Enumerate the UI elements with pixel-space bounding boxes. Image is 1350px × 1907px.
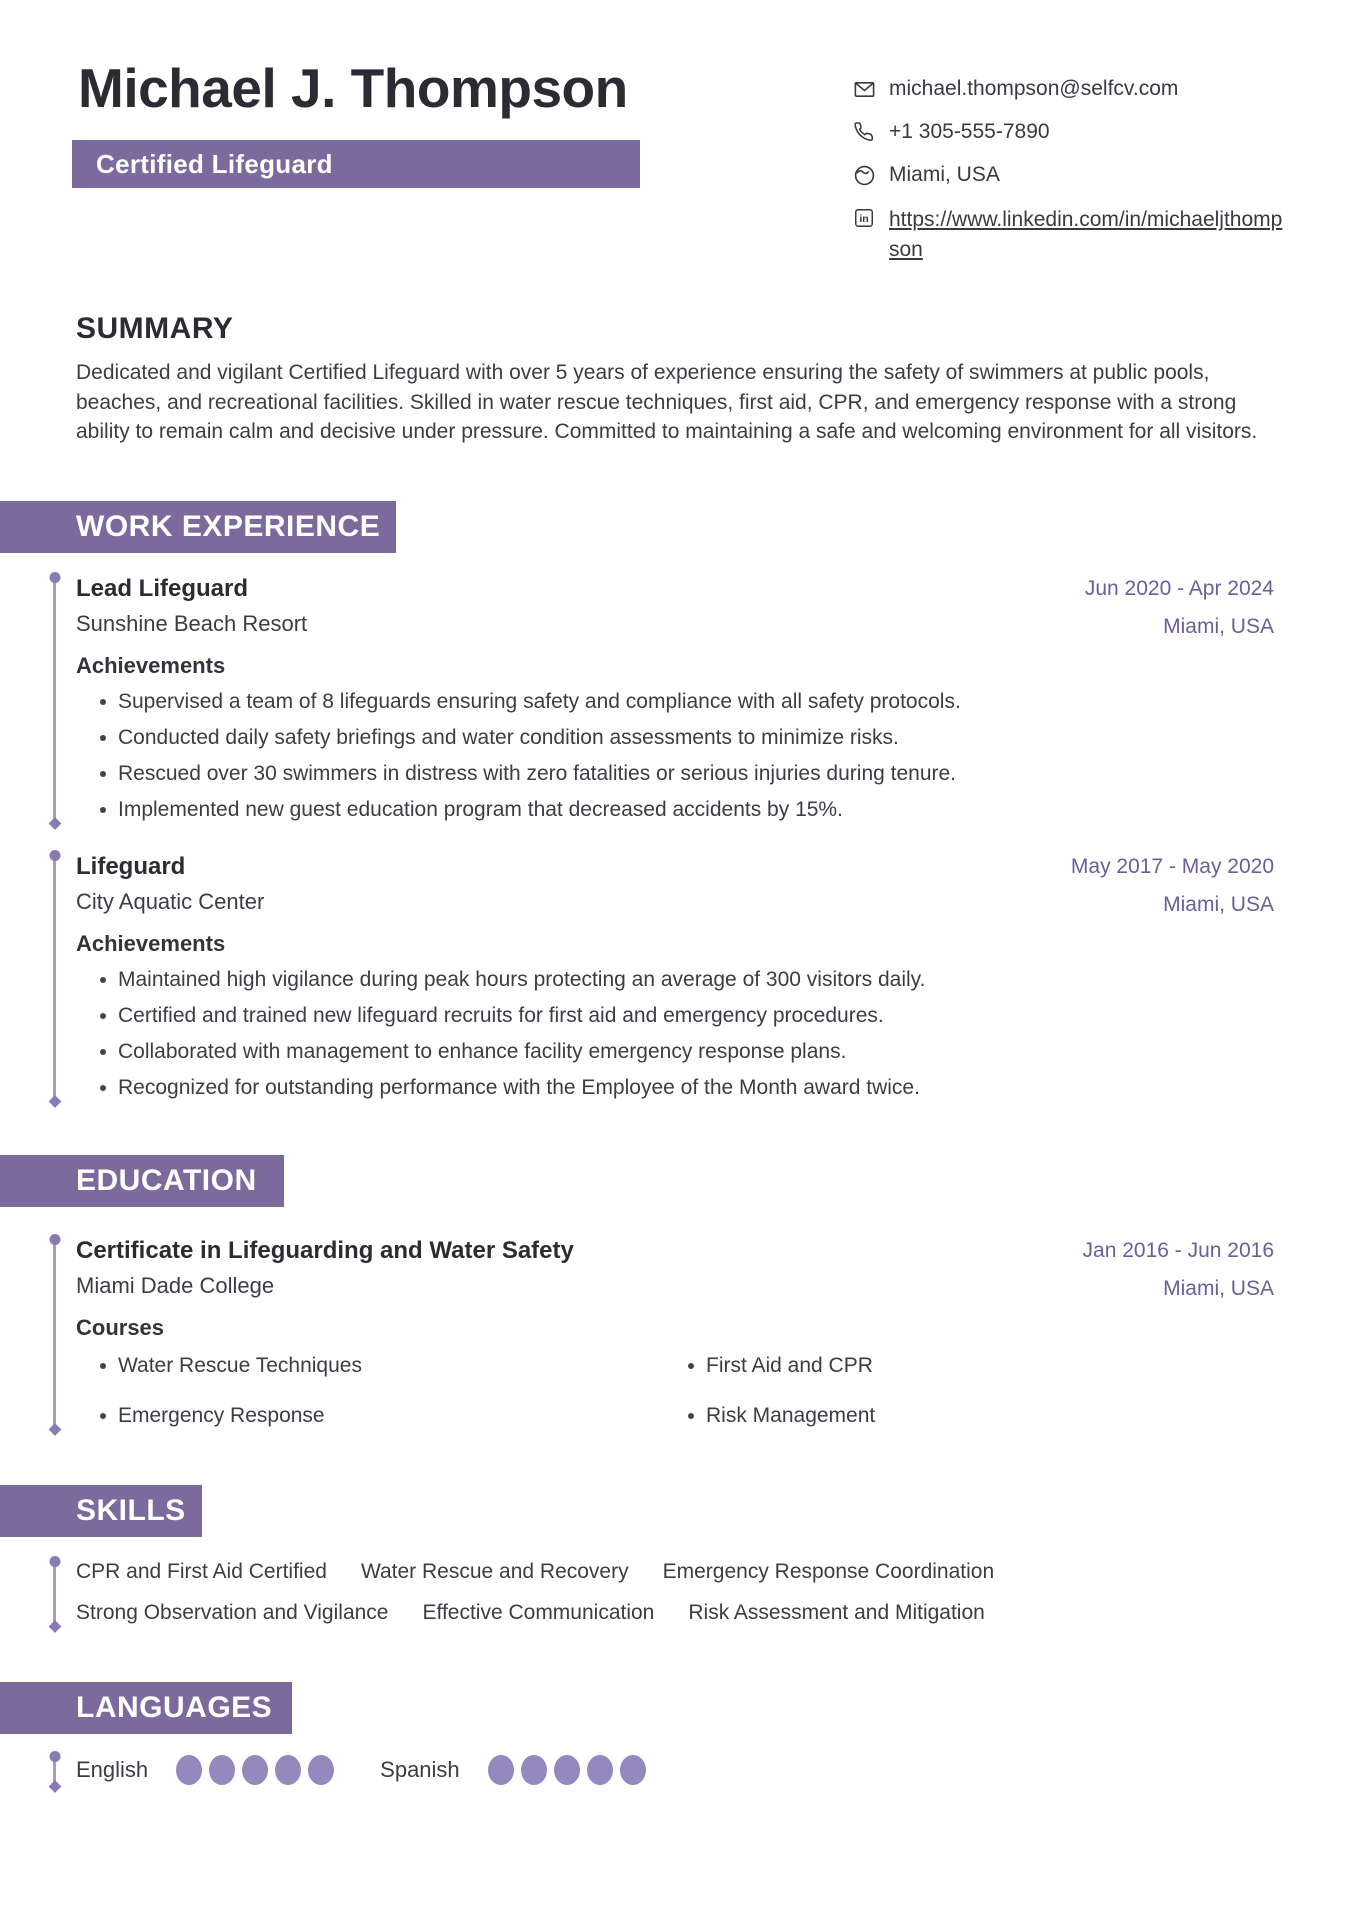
- achievement-item: Maintained high vigilance during peak hours protecting an average of 300 visitors daily.: [118, 967, 1350, 993]
- company-name: City Aquatic Center: [76, 888, 265, 914]
- achievement-item: Implemented new guest education program that decreased accidents by 15%.: [118, 797, 1350, 823]
- phone-icon: [852, 119, 876, 145]
- work-experience-section: [0, 501, 1350, 1101]
- education-section: [0, 1155, 1350, 1429]
- achievement-item: Collaborated with management to enhance facility emergency response plans.: [118, 1039, 1350, 1065]
- work-experience-heading-banner: [0, 501, 396, 553]
- education-meta: [1083, 1239, 1274, 1301]
- course-item: Water Rescue Techniques: [118, 1353, 706, 1379]
- achievement-item: Supervised a team of 8 lifeguards ensuring safety and compliance with all safety protocols.: [118, 689, 1350, 715]
- course-item: Emergency Response: [118, 1403, 706, 1429]
- job-title-text: Certified Lifeguard: [96, 149, 333, 179]
- envelope-icon: [852, 76, 876, 102]
- language-level-dot: [587, 1755, 613, 1785]
- summary-text: Dedicated and vigilant Certified Lifeguard with over 5 years of experience ensuring the safety of swimmers at public pools, beaches, and recreational facilities. Skilled in water rescue techniques, first aid, CPR, and emergency response with a strong ability to remain calm and decisive under pressure. Committed to maintaining a safe and welcoming environment for all visitors.: [76, 361, 1258, 443]
- job-entry-title: Lead Lifeguard: [76, 574, 249, 602]
- location-text: Miami, USA: [889, 163, 1000, 186]
- language-item: [380, 1754, 646, 1786]
- skill-item: Effective Communication: [422, 1600, 655, 1624]
- summary-section: [76, 312, 1350, 447]
- language-level: [176, 1755, 334, 1785]
- contact-phone-row: [852, 119, 1292, 145]
- skills-entry: [0, 1559, 1350, 1626]
- skill-item: Water Rescue and Recovery: [360, 1559, 629, 1583]
- company-name: Sunshine Beach Resort: [76, 610, 308, 636]
- language-item: [76, 1754, 334, 1786]
- header: [0, 57, 1350, 261]
- language-level-dot: [242, 1755, 268, 1785]
- education-dates: Jan 2016 - Jun 2016: [1082, 1238, 1274, 1262]
- courses-list: [76, 1353, 1350, 1429]
- language-level-dot: [620, 1755, 646, 1785]
- job-entry: [0, 853, 1350, 1101]
- languages-section: [0, 1682, 1350, 1786]
- achievements-label: Achievements: [76, 930, 226, 956]
- linkedin-in-icon: [852, 205, 876, 231]
- skills-list: [76, 1559, 1096, 1626]
- achievement-item: Recognized for outstanding performance with the Employee of the Month award twice.: [118, 1075, 1350, 1101]
- work-experience-heading: WORK EXPERIENCE: [76, 509, 381, 543]
- language-name: English: [76, 1756, 149, 1782]
- timeline-rail: [53, 1241, 56, 1426]
- job-entry: [0, 575, 1350, 823]
- job-meta: [1085, 577, 1274, 639]
- education-heading: EDUCATION: [76, 1163, 257, 1197]
- skills-section: [0, 1485, 1350, 1626]
- skill-item: Risk Assessment and Mitigation: [688, 1600, 985, 1624]
- job-location: Miami, USA: [1163, 892, 1274, 916]
- languages-entry: [0, 1754, 1350, 1786]
- education-heading-banner: [0, 1155, 284, 1207]
- timeline-rail: [53, 857, 56, 1098]
- job-dates: Jun 2020 - Apr 2024: [1084, 576, 1274, 600]
- language-level-dot: [488, 1755, 514, 1785]
- language-level-dot: [521, 1755, 547, 1785]
- skills-heading: SKILLS: [76, 1493, 186, 1527]
- phone-text: +1 305-555-7890: [889, 120, 1050, 143]
- linkedin-link[interactable]: https://www.linkedin.com/in/michaeljthompson: [889, 208, 1283, 261]
- skill-item: Strong Observation and Vigilance: [76, 1600, 389, 1624]
- job-dates: May 2017 - May 2020: [1070, 854, 1274, 878]
- skill-item: CPR and First Aid Certified: [76, 1559, 327, 1583]
- languages-heading: LANGUAGES: [76, 1690, 273, 1724]
- email-text: michael.thompson@selfcv.com: [889, 77, 1179, 100]
- timeline-rail: [53, 1758, 56, 1783]
- job-meta: [1071, 855, 1274, 917]
- contact-linkedin-row: [852, 205, 1292, 265]
- summary-heading: SUMMARY: [76, 312, 234, 345]
- school-name: Miami Dade College: [76, 1272, 275, 1298]
- achievements-list: [76, 967, 1350, 1101]
- contact-location-row: [852, 162, 1292, 188]
- courses-label: Courses: [76, 1314, 165, 1340]
- job-title-banner: [72, 140, 640, 188]
- achievement-item: Rescued over 30 swimmers in distress with zero fatalities or serious injuries during tenure.: [118, 761, 1350, 787]
- education-entry: [0, 1237, 1350, 1429]
- job-entry-title: Lifeguard: [76, 852, 186, 880]
- language-level: [488, 1755, 646, 1785]
- job-location: Miami, USA: [1163, 614, 1274, 638]
- language-level-dot: [176, 1755, 202, 1785]
- svg-text:in: in: [859, 213, 869, 226]
- languages-heading-banner: [0, 1682, 292, 1734]
- achievements-list: [76, 689, 1350, 823]
- language-level-dot: [554, 1755, 580, 1785]
- skills-heading-banner: [0, 1485, 202, 1537]
- timeline-rail: [53, 1563, 56, 1623]
- achievement-item: Certified and trained new lifeguard recruits for first aid and emergency procedures.: [118, 1003, 1350, 1029]
- language-level-dot: [209, 1755, 235, 1785]
- course-item: First Aid and CPR: [706, 1353, 1350, 1379]
- contact-block: [852, 76, 1292, 282]
- language-level-dot: [308, 1755, 334, 1785]
- globe-icon: [852, 162, 876, 188]
- achievement-item: Conducted daily safety briefings and water condition assessments to minimize risks.: [118, 725, 1350, 751]
- contact-email-row: [852, 76, 1292, 102]
- achievements-label: Achievements: [76, 652, 226, 678]
- person-name: Michael J. Thompson: [78, 57, 628, 119]
- course-item: Risk Management: [706, 1403, 1350, 1429]
- timeline-rail: [53, 579, 56, 820]
- languages-list: [76, 1754, 1350, 1786]
- degree-title: Certificate in Lifeguarding and Water Safety: [76, 1236, 574, 1264]
- language-level-dot: [275, 1755, 301, 1785]
- education-location: Miami, USA: [1163, 1276, 1274, 1300]
- skill-item: Emergency Response Coordination: [662, 1559, 995, 1583]
- language-name: Spanish: [380, 1756, 460, 1782]
